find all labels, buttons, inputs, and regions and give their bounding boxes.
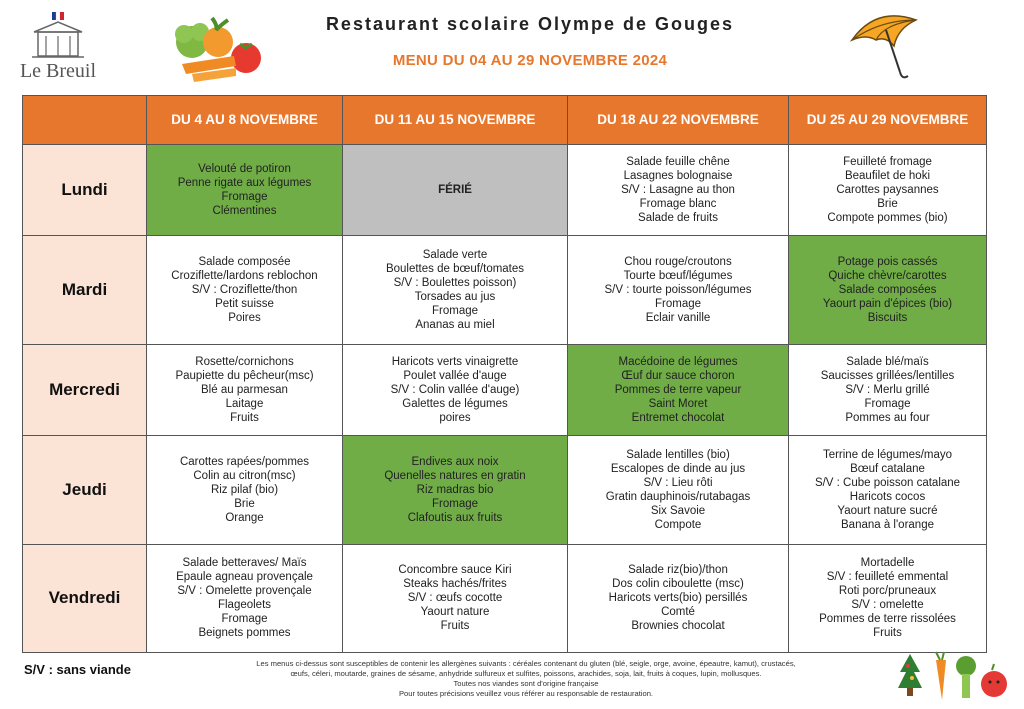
menu-item: Boulettes de bœuf/tomates xyxy=(385,263,525,276)
menu-item: Velouté de potiron xyxy=(198,163,291,176)
table-header-row xyxy=(23,96,987,145)
menu-item: Salade riz(bio)/thon xyxy=(628,564,728,577)
menu-item: Mortadelle xyxy=(860,557,915,570)
menu-item: Fromage xyxy=(431,497,479,510)
menu-item: Colin au citron(msc) xyxy=(193,469,296,482)
menu-cell xyxy=(147,436,343,544)
day-row xyxy=(23,236,987,344)
menu-item: Poires xyxy=(228,312,261,325)
note-line: œufs, céleri, moutarde, graines de sésame, anhydride sulfureux et sulfites, poissons, arachides, soja, lait, fruits à coques, lupin, mollusques. xyxy=(290,669,762,678)
menu-item: S/V : Croziflette/thon xyxy=(191,284,298,297)
menu-item: Beaufilet de hoki xyxy=(844,170,931,183)
menu-item: Haricots cocos xyxy=(849,490,926,503)
menu-cell xyxy=(568,236,789,344)
menu-item: S/V : Omelette provençale xyxy=(177,585,312,598)
week-header: DU 18 AU 22 NOVEMBRE xyxy=(568,96,789,145)
menu-cell xyxy=(343,344,568,435)
menu-item: Salade composée xyxy=(198,256,291,269)
menu-item: Salade betteraves/ Maïs xyxy=(182,557,307,570)
week-header: DU 4 AU 8 NOVEMBRE xyxy=(147,96,343,145)
menu-item: FÉRIÉ xyxy=(438,184,472,197)
menu-item: Poulet vallée d'auge xyxy=(403,369,507,382)
menu-item: Fromage xyxy=(221,613,268,626)
menu-cell xyxy=(789,236,987,344)
menu-item: Yaourt pain d'épices (bio) xyxy=(822,298,953,311)
menu-item: Escalopes de dinde au jus xyxy=(610,462,746,475)
menu-item: Clémentines xyxy=(212,205,277,218)
menu-item: Salade composées xyxy=(838,284,937,297)
menu-item: Fruits xyxy=(873,627,902,640)
menu-cell xyxy=(147,236,343,344)
menu-item: Tourte bœuf/légumes xyxy=(623,270,733,283)
menu-item: Rosette/cornichons xyxy=(195,355,294,368)
menu-item: Bœuf catalane xyxy=(850,462,925,475)
menu-item: Endives aux noix xyxy=(411,455,499,468)
menu-item: Salade lentilles (bio) xyxy=(626,448,730,461)
menu-item: Dos colin ciboulette (msc) xyxy=(612,578,744,591)
menu-cell xyxy=(343,544,568,652)
menu-item: Torsades au jus xyxy=(414,291,496,304)
header-corner xyxy=(23,96,147,145)
menu-item: Feuilleté fromage xyxy=(843,156,932,169)
menu-item: Epaule agneau provençale xyxy=(176,571,313,584)
menu-item: Carottes rapées/pommes xyxy=(179,455,310,468)
menu-item: poires xyxy=(439,411,471,424)
note-line: Toutes nos viandes sont d'origine française xyxy=(453,679,599,688)
note-line: Les menus ci-dessus sont susceptibles de contenir les allergènes suivants : céréales contenant du gluten (blé, seigle, orge, avoine, épeautre, kamut), crustacés, xyxy=(256,659,796,668)
menu-item: Penne rigate aux légumes xyxy=(177,177,312,190)
menu-item: Quenelles natures en gratin xyxy=(384,469,526,482)
menu-item: Yaourt nature sucré xyxy=(837,504,938,517)
menu-item: S/V : feuilleté emmental xyxy=(826,571,949,584)
menu-item: Yaourt nature xyxy=(420,606,490,619)
menu-item: Steaks hachés/frites xyxy=(403,578,507,591)
page-title: Restaurant scolaire Olympe de Gouges xyxy=(325,14,735,34)
menu-item: S/V : œufs cocotte xyxy=(407,592,503,605)
menu-item: Fromage xyxy=(221,191,268,204)
menu-item: Riz pilaf (bio) xyxy=(210,483,279,496)
menu-cell xyxy=(343,236,568,344)
menu-item: Saucisses grillées/lentilles xyxy=(820,369,955,382)
menu-item: Ananas au miel xyxy=(415,319,495,332)
day-label: Mercredi xyxy=(23,344,147,435)
menu-item: Clafoutis aux fruits xyxy=(407,511,503,524)
day-row xyxy=(23,436,987,544)
menu-period: MENU DU 04 AU 29 NOVEMBRE 2024 xyxy=(392,52,668,69)
menu-item: Compote xyxy=(654,518,702,531)
menu-item: Quiche chèvre/carottes xyxy=(828,270,947,283)
week-header: DU 11 AU 15 NOVEMBRE xyxy=(343,96,568,145)
menu-item: S/V : Cube poisson catalane xyxy=(814,476,961,489)
menu-item: S/V : Colin vallée d'auge) xyxy=(390,383,520,396)
menu-item: Riz madras bio xyxy=(416,483,494,496)
menu-item: Macédoine de légumes xyxy=(618,355,738,368)
menu-item: Biscuits xyxy=(867,312,908,325)
note-line: Pour toutes précisions veuillez vous référer au responsable de restauration. xyxy=(398,689,654,698)
menu-cell xyxy=(568,544,789,652)
menu-item: Fruits xyxy=(440,620,470,633)
menu-cell xyxy=(568,145,789,236)
menu-cell xyxy=(147,145,343,236)
legend-sv: S/V : sans viande xyxy=(24,662,131,677)
day-label: Jeudi xyxy=(23,436,147,544)
menu-item: Blé au parmesan xyxy=(201,383,288,396)
menu-item: Saint Moret xyxy=(648,397,708,410)
menu-item: Entremet chocolat xyxy=(631,411,725,424)
week-header: DU 25 AU 29 NOVEMBRE xyxy=(789,96,987,145)
le-breuil-logo xyxy=(12,10,102,82)
day-label: Lundi xyxy=(23,145,147,236)
menu-item: Œuf dur sauce choron xyxy=(621,369,735,382)
menu-item: Haricots verts vinaigrette xyxy=(391,355,519,368)
menu-item: Compote pommes (bio) xyxy=(827,212,948,225)
menu-item: Paupiette du pêcheur(msc) xyxy=(175,369,314,382)
menu-item: Laitage xyxy=(225,397,264,410)
menu-item: Gratin dauphinois/rutabagas xyxy=(605,490,751,503)
menu-item: Orange xyxy=(225,511,264,524)
menu-item: S/V : Merlu grillé xyxy=(845,383,930,396)
menu-item: S/V : omelette xyxy=(851,599,924,612)
menu-item: Fromage blanc xyxy=(639,198,717,211)
menu-item: Fruits xyxy=(230,411,259,424)
menu-item: Carottes paysannes xyxy=(836,184,939,197)
menu-item: Haricots verts(bio) persillés xyxy=(608,592,748,605)
menu-cell xyxy=(147,344,343,435)
festive-vegetables-icon xyxy=(896,650,1018,706)
menu-item: S/V : Boulettes poisson) xyxy=(393,277,517,290)
town-hall-icon xyxy=(12,10,102,62)
menu-item: Salade blé/maïs xyxy=(846,355,929,368)
day-label: Vendredi xyxy=(23,544,147,652)
menu-item: S/V : tourte poisson/légumes xyxy=(604,284,752,297)
menu-table xyxy=(22,95,987,653)
menu-cell xyxy=(343,436,568,544)
umbrella-icon xyxy=(846,6,924,84)
menu-item: Eclair vanille xyxy=(645,312,711,325)
menu-item: Croziflette/lardons reblochon xyxy=(171,270,318,283)
day-label: Mardi xyxy=(23,236,147,344)
logo-label: Le Breuil xyxy=(19,60,97,82)
allergen-notes xyxy=(168,659,884,699)
menu-item: Flageolets xyxy=(217,599,272,612)
menu-cell xyxy=(789,544,987,652)
menu-item: Fromage xyxy=(654,298,702,311)
menu-item: Lasagnes bolognaise xyxy=(623,170,733,183)
menu-cell xyxy=(789,344,987,435)
menu-item: Beignets pommes xyxy=(198,627,291,640)
menu-item: Banana à l'orange xyxy=(841,518,934,531)
menu-cell xyxy=(789,145,987,236)
day-row xyxy=(23,544,987,652)
menu-item: Salade feuille chêne xyxy=(626,156,730,169)
menu-item: Pommes de terre vapeur xyxy=(614,383,742,396)
menu-item: Terrine de légumes/mayo xyxy=(822,448,953,461)
menu-item: Potage pois cassés xyxy=(837,256,938,269)
menu-item: Brie xyxy=(877,198,898,211)
menu-item: Salade verte xyxy=(422,249,488,262)
menu-item: Chou rouge/croutons xyxy=(624,256,732,269)
menu-item: Petit suisse xyxy=(215,298,274,311)
menu-cell xyxy=(343,145,568,236)
menu-cell xyxy=(568,436,789,544)
menu-cell xyxy=(568,344,789,435)
menu-item: S/V : Lasagne au thon xyxy=(621,184,735,197)
day-row xyxy=(23,145,987,236)
menu-item: Fromage xyxy=(431,305,479,318)
menu-item: Six Savoie xyxy=(650,504,706,517)
menu-body xyxy=(23,145,987,653)
menu-item: Roti porc/pruneaux xyxy=(838,585,937,598)
menu-item: Salade de fruits xyxy=(638,212,718,225)
menu-item: Brie xyxy=(234,497,255,510)
menu-item: Galettes de légumes xyxy=(402,397,508,410)
menu-cell xyxy=(147,544,343,652)
menu-item: Pommes de terre rissolées xyxy=(819,613,956,626)
menu-item: Fromage xyxy=(864,397,911,410)
menu-cell xyxy=(789,436,987,544)
menu-item: Concombre sauce Kiri xyxy=(398,564,512,577)
menu-item: Brownies chocolat xyxy=(631,620,725,633)
menu-item: Comté xyxy=(661,606,695,619)
day-row xyxy=(23,344,987,435)
menu-item: S/V : Lieu rôti xyxy=(643,476,713,489)
menu-item: Pommes au four xyxy=(845,411,930,424)
